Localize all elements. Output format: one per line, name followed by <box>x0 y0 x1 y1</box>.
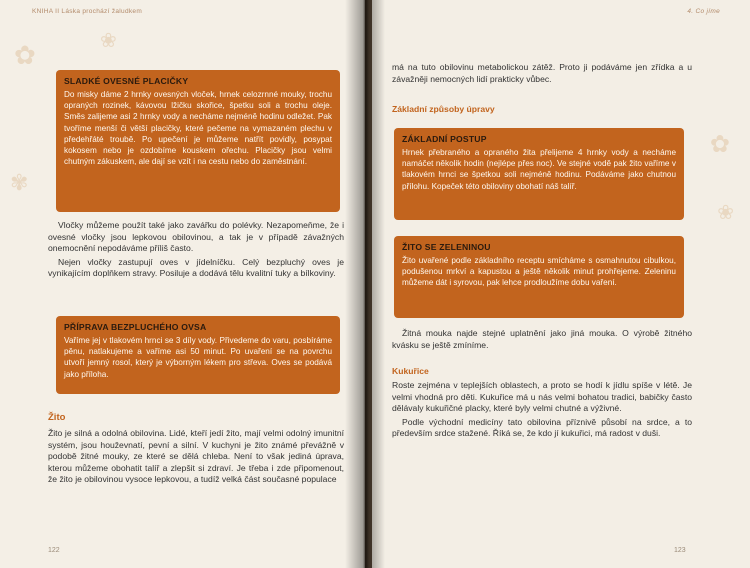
paragraph: Roste zejména v teplejších oblastech, a proto se hodí k jídlu spíše v létě. Je velmi vhodná pro děti. Kukuřice má u nás velmi bohatou tradici, babičky často dělávaly kukuřičné placky, které byly velmi chutné a výživné. <box>392 380 692 414</box>
body-text-block <box>392 62 692 87</box>
running-head-left: KNIHA II Láska prochází žaludkem <box>32 8 143 15</box>
flower-ornament-icon: ❀ <box>717 202 734 224</box>
recipe-title: ZÁKLADNÍ POSTUP <box>402 134 487 144</box>
subsection-title: Základní způsoby úpravy <box>392 104 495 114</box>
right-page <box>372 0 750 568</box>
page-number-left: 122 <box>48 547 60 554</box>
section-title-kukurice: Kukuřice <box>392 366 429 376</box>
recipe-title: ŽITO SE ZELENINOU <box>402 242 491 252</box>
flower-ornament-icon: ✾ <box>10 170 29 195</box>
flower-ornament-icon: ✿ <box>709 131 730 158</box>
running-head-right: 4. Co jíme <box>687 8 720 15</box>
recipe-text: Hrnek přebraného a opraného žita přelijeme 4 hrnky vody a necháme namáčet několik hodin (nejlépe přes noc). Ve stejné vodě pak žito vaříme v tlakovém hrnci se špetkou soli nejméně hodinu. Podáváme jako chutnou přílohu. Kopeček této obiloviny obohatí náš talíř. <box>402 148 676 191</box>
body-text-block <box>48 220 344 282</box>
paragraph: má na tuto obilovinu metabolickou zátěž. Proto ji podáváme jen zřídka a u závažněji nemocných lidí prakticky vůbec. <box>392 62 692 84</box>
recipe-title: PŘÍPRAVA BEZPLUCHÉHO OVSA <box>64 322 207 332</box>
recipe-title: SLADKÉ OVESNÉ PLACIČKY <box>64 76 189 86</box>
recipe-box-basic-method <box>394 128 684 220</box>
paragraph: Nejen vločky zastupují oves v jídelníčku. Celý bezpluchý oves je vynikajícím doplňkem stravy. Posiluje a dodává tělu kvalitní tuky a bílkoviny. <box>48 256 344 279</box>
flower-ornament-icon: ✿ <box>14 40 36 70</box>
body-text-block <box>392 380 692 442</box>
left-page <box>0 0 365 568</box>
recipe-box-oat-cakes <box>56 70 340 212</box>
paragraph: Vločky můžeme použít také jako zavářku do polévky. Nezapomeňme, že i ovesné vločky jsou lepkovou obilovinou, a tak je v případě závažných onemocnění nepodáváme příliš často. <box>48 220 344 254</box>
recipe-text: Vaříme jej v tlakovém hrnci se 3 díly vody. Přivedeme do varu, posbíráme pěnu, natlakujeme a vaříme asi 50 minut. Po uvaření se na povrchu utvoří jemný rosol, který je výborným lékem pro střeva. Oves se podává jako příloha. <box>64 336 332 379</box>
paragraph: Žitná mouka najde stejné uplatnění jako jiná mouka. O výrobě žitného kvásku se ještě zmíníme. <box>392 328 692 350</box>
page-number-right: 123 <box>674 547 686 554</box>
paragraph: Žito je silná a odolná obilovina. Lidé, kteří jedí žito, mají velmi odolný imunitní systém, jsou houževnatí, pevní a silní. V kuchyni je žito známé převážně v podobě žitné mouky, ze které se dělá chleba. Není to však jediná úprava, kterou můžeme obohatit talíř a zlepšit si zdraví. Je třeba i zde připomenout, že žito je obilovinou vysoce lepkovou, a tudíž velká část současné populace <box>48 428 344 485</box>
paragraph: Podle východní medicíny tato obilovina příznivě působí na srdce, a to především srdce stažené. Říká se, že kdo jí kukuřici, má radost v duši. <box>392 416 692 439</box>
body-text-block <box>392 328 692 353</box>
body-text-block <box>48 428 344 488</box>
recipe-box-rye-vegetables <box>394 236 684 318</box>
section-title-zito: Žito <box>48 412 66 423</box>
recipe-box-oats-preparation <box>56 316 340 394</box>
flower-ornament-icon: ❀ <box>100 30 117 52</box>
book-gutter-shadow <box>345 0 385 568</box>
recipe-text: Žito uvařené podle základního receptu smícháme s osmahnutou cibulkou, podušenou mrkví a kapustou a ještě několik minut prohřejeme. Zeleninu můžeme dát i syrovou, pak lehce prodloužíme dobu vaření. <box>402 256 676 288</box>
recipe-text: Do misky dáme 2 hrnky ovesných vloček, hrnek celozrnné mouky, trochu opraných rozinek, kávovou lžičku skořice, špetku soli a trochu oleje. Směs zalijeme asi 2 hrnky vody a necháme nejméně hodinu odležet. Pak tvoříme menší či větší placičky, které pečeme na vymazaném plechu v předehřáté troubě. Po upečení je můžeme natřít povidly, posypat kokosem nebo je ozdobíme kouskem ořechu. Placičky jsou velmi chutným zákuskem, ale dají se vzít i na cestu nebo do zaměstnání. <box>64 90 332 167</box>
